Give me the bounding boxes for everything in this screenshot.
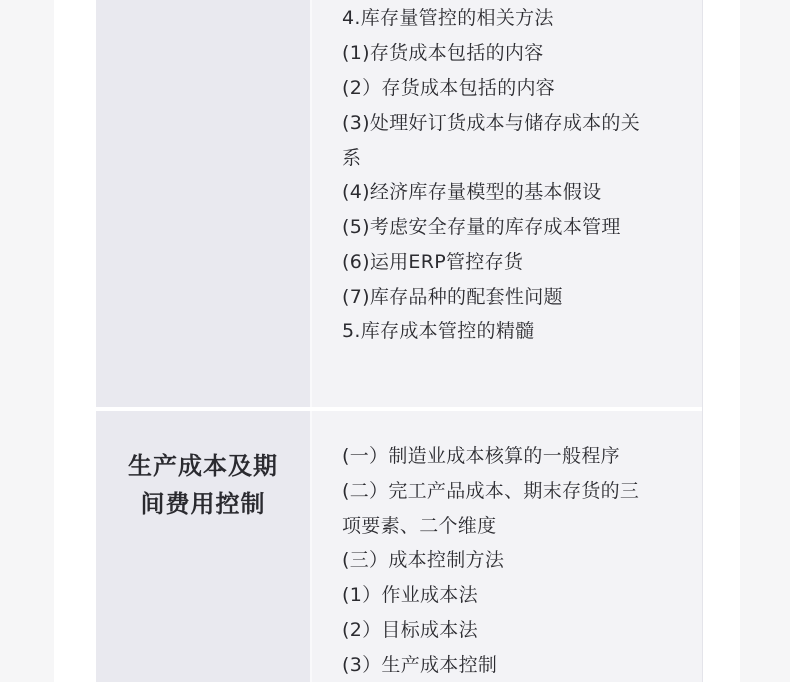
outline-item: (5)考虑安全存量的库存成本管理 xyxy=(342,216,621,238)
outline-item: (7)库存品种的配套性问题 xyxy=(342,286,563,308)
outline-item: (3）生产成本控制 xyxy=(342,654,498,676)
outline-item-continuation: 项要素、二个维度 xyxy=(342,515,497,537)
outline-item: (三）成本控制方法 xyxy=(342,549,505,571)
outline-item: (一）制造业成本核算的一般程序 xyxy=(342,445,620,467)
outline-item: (1)存货成本包括的内容 xyxy=(342,42,544,64)
outline-item: (二）完工产品成本、期末存货的三 xyxy=(342,480,640,502)
outline-item: (3)处理好订货成本与储存成本的关 xyxy=(342,112,641,134)
outline-item: (2）存货成本包括的内容 xyxy=(342,77,556,99)
outline-item: (4)经济库存量模型的基本假设 xyxy=(342,181,602,203)
section-title-cell xyxy=(96,0,310,407)
outline-item: 5.库存成本管控的精髓 xyxy=(342,320,535,342)
column-divider xyxy=(310,0,312,407)
outline-item: (2）目标成本法 xyxy=(342,619,478,641)
outline-item: (6)运用ERP管控存货 xyxy=(342,251,524,273)
outline-item-continuation: 系 xyxy=(342,147,362,169)
column-divider xyxy=(310,411,312,682)
outline-item: (1）作业成本法 xyxy=(342,584,478,606)
section-title: 间费用控制 xyxy=(140,490,266,518)
outline-item: 4.库存量管控的相关方法 xyxy=(342,7,554,29)
section-title: 生产成本及期 xyxy=(128,452,278,480)
